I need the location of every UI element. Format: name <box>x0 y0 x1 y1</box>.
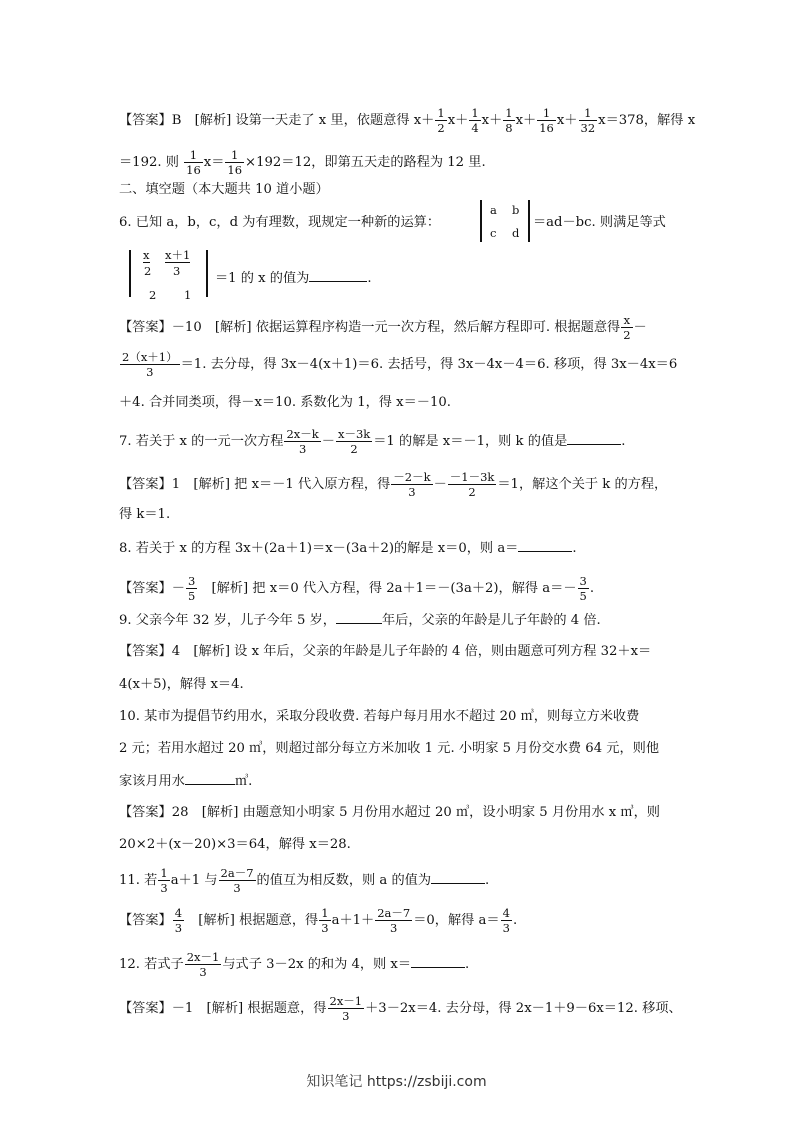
answer-6-line-3: ＋4. 合并同类项，得－x＝10. 系数化为 1，得 x＝－10. <box>119 395 451 410</box>
text: 11. 若 <box>119 873 158 888</box>
den: 16 <box>186 163 201 177</box>
answer-8 <box>119 574 674 603</box>
text: a＋1＋ <box>331 913 375 928</box>
answer-10-line-2: 20×2＋(x－20)×3＝64，解得 x＝28. <box>119 837 351 852</box>
den: 16 <box>539 121 554 135</box>
num: 3 <box>579 574 587 588</box>
fraction <box>336 427 372 456</box>
den: 3 <box>342 1009 350 1023</box>
text: ＝1 的解是 x＝－1，则 k 的值是 <box>373 434 568 449</box>
question-6-text: 6. 已知 a，b，c，d 为有理数，现规定一种新的运算： <box>119 215 441 230</box>
fraction <box>319 906 330 935</box>
answer-6-line-2 <box>119 350 678 379</box>
fraction <box>579 106 598 135</box>
text: ＝192. 则 <box>119 155 184 170</box>
answer-9-line-2: 4(x＋5)，解得 x＝4. <box>119 677 244 692</box>
question-10-line-1: 10. 某市为提倡节约用水，采取分段收费. 若每户每月用水不超过 20 ㎥，则每立方米收费 <box>119 709 640 724</box>
matrix-x1: x＋1 <box>165 248 191 262</box>
num: 4 <box>502 906 510 920</box>
text: 年后，父亲的年龄是儿子年龄的 4 倍. <box>381 613 601 628</box>
fraction <box>173 906 184 935</box>
num: 1 <box>321 906 329 920</box>
section-heading: 二、填空题（本大题共 10 道小题） <box>119 182 329 197</box>
text: x＝378，解得 x <box>598 113 696 128</box>
text: 【答案】－1 [解析] 根据题意，得 <box>119 1001 327 1016</box>
answer-blank[interactable] <box>518 538 572 552</box>
question-10-line-2: 2 元；若用水超过 20 ㎥，则超过部分每立方米加收 1 元. 小明家 5 月份交水费 64 元，则他 <box>119 741 660 756</box>
den: 2 <box>468 485 476 499</box>
den: 3 <box>321 921 329 935</box>
text: 【答案】1 [解析] 把 x＝－1 代入原方程，得 <box>119 477 391 492</box>
text: [解析] 根据题意，得 <box>185 913 319 928</box>
text: . <box>589 581 595 596</box>
fraction <box>219 866 256 895</box>
answer-11 <box>119 906 674 935</box>
text: x＝ <box>203 155 225 170</box>
text: . <box>621 434 626 449</box>
fraction <box>578 574 589 603</box>
fraction <box>469 106 480 135</box>
fraction <box>448 470 497 499</box>
answer-12 <box>119 994 682 1023</box>
text: 【答案】 <box>119 913 172 928</box>
answer-9-line-1: 【答案】4 [解析] 设 x 年后，父亲的年龄是儿子年龄的 4 倍，则由题意可列方程 32＋x＝ <box>119 644 652 659</box>
num: 2（x＋1） <box>122 350 178 364</box>
fraction <box>503 106 514 135</box>
matrix-a: a <box>490 203 497 217</box>
text: 7. 若关于 x 的一元一次方程 <box>119 434 284 449</box>
den: 3 <box>502 921 510 935</box>
den: 32 <box>580 121 596 135</box>
fraction <box>120 350 180 379</box>
text: ×192＝12，即第五天走的路程为 12 里. <box>245 155 486 170</box>
num: 1 <box>184 148 203 163</box>
answer-blank[interactable] <box>567 431 621 445</box>
fraction <box>375 906 412 935</box>
question-9 <box>119 610 674 631</box>
fraction <box>284 427 320 456</box>
answer-blank[interactable] <box>411 954 465 968</box>
text: ＝1. 去分母，得 3x－4(x＋1)＝6. 去括号，得 3x－4x－4＝6. 移项，得 3x－4x＝6 <box>180 357 678 372</box>
text: 8. 若关于 x 的方程 3x＋(2a＋1)＝x－(3a＋2)的解是 x＝0，则 a＝ <box>119 541 519 556</box>
fraction <box>621 313 632 342</box>
fraction <box>158 866 169 895</box>
den: 3 <box>298 442 307 456</box>
text: . <box>485 873 490 888</box>
question-10-line-3 <box>119 771 674 792</box>
text: ㎥. <box>234 774 253 789</box>
text: 9. 父亲今年 32 岁，儿子今年 5 岁， <box>119 613 336 628</box>
den: 3 <box>174 921 183 935</box>
answer-blank[interactable] <box>185 771 235 785</box>
answer-blank[interactable] <box>431 870 485 884</box>
fraction <box>184 148 203 177</box>
answer-blank[interactable] <box>309 268 367 282</box>
text: ＝0，解得 a＝ <box>413 913 500 928</box>
fraction <box>185 950 222 979</box>
num: －2－k <box>393 470 431 484</box>
num: 1 <box>225 148 244 163</box>
num: x－3k <box>337 427 371 441</box>
text: ＝1，解这个关于 k 的方程， <box>497 477 668 492</box>
matrix-1: 1 <box>184 288 192 302</box>
num: 2x－k <box>286 427 319 441</box>
num: 1 <box>437 106 445 120</box>
den: 3 <box>408 485 416 499</box>
text: 12. 若式子 <box>119 957 184 972</box>
text: a＋1 与 <box>170 873 218 888</box>
matrix-x1-den: 3 <box>173 264 181 278</box>
matrix-d: d <box>512 226 520 240</box>
den: 3 <box>146 365 154 379</box>
text: [解析] 把 x＝0 代入方程，得 2a＋1＝－(3a＋2)，解得 a＝－ <box>198 581 577 596</box>
num: 3 <box>187 574 196 588</box>
answer-6-line-1 <box>119 313 674 342</box>
num: 2a－7 <box>377 906 411 920</box>
question-12 <box>119 950 674 979</box>
question-6-text-2: ＝ad－bc. 则满足等式 <box>533 215 666 230</box>
den: 3 <box>233 881 241 895</box>
fraction <box>537 106 556 135</box>
matrix-x-den: 2 <box>144 264 152 278</box>
text: . <box>572 541 577 556</box>
den: 3 <box>199 965 207 979</box>
fraction <box>435 106 446 135</box>
footer-watermark: 知识笔记 https://zsbiji.com <box>306 1074 487 1090</box>
answer-blank[interactable] <box>336 610 382 624</box>
num: 2x－1 <box>329 994 363 1008</box>
text: . <box>465 957 470 972</box>
matrix-b: b <box>512 203 520 217</box>
question-7 <box>119 427 674 456</box>
den: 16 <box>227 163 243 177</box>
fraction <box>501 906 512 935</box>
text: 【答案】－10 [解析] 依据运算程序构造一元一次方程，然后解方程即可. 根据题意得 <box>119 320 621 335</box>
fraction <box>391 470 432 499</box>
fraction <box>186 574 197 603</box>
answer-5-line-2 <box>119 148 674 177</box>
answer-10-line-1: 【答案】28 [解析] 由题意知小明家 5 月份用水超过 20 ㎥，设小明家 5 月份用水 x ㎥，则 <box>119 805 660 820</box>
text: 家该月用水 <box>119 774 185 789</box>
text: . <box>512 913 518 928</box>
text: 【答案】B [解析] 设第一天走了 x 里，依题意得 x＋ <box>119 113 435 128</box>
num: 2a－7 <box>220 866 254 880</box>
den: 2 <box>437 121 445 135</box>
answer-7-line-2: 得 k＝1. <box>119 507 171 522</box>
den: 2 <box>350 442 358 456</box>
text: 与式子 3－2x 的和为 4，则 x＝ <box>222 957 412 972</box>
answer-5-line-1: 【答案】B [解析] 设第一天走了 x 里，依题意得 x＋ $\frac{1}{2}$ x＋ $\frac{1}{4}$ x＋ $\frac{1}{8}$ x＋ $\frac{1}{16}$ x＋ $\frac{1}{32}$ x＝378，解得 x <box>119 106 696 135</box>
num: 1 <box>579 106 598 121</box>
num: 4 <box>174 906 183 920</box>
num: 1 <box>505 106 513 120</box>
question-6-line-2 <box>215 268 372 289</box>
den: 3 <box>390 921 398 935</box>
num: 2x－1 <box>186 950 220 964</box>
matrix-c: c <box>490 226 497 240</box>
question-8 <box>119 538 674 559</box>
den: 4 <box>471 121 479 135</box>
num: －1－3k <box>449 470 495 484</box>
answer-7-line-1 <box>119 470 674 499</box>
num: 1 <box>160 866 168 880</box>
num: x <box>621 313 632 328</box>
text: . <box>367 271 372 286</box>
matrix-x: x <box>143 248 150 262</box>
fraction <box>225 148 244 177</box>
determinant-matrix <box>480 200 530 242</box>
text: ＋3－2x＝4. 去分母，得 2x－1＋9－6x＝12. 移项、 <box>365 1001 682 1016</box>
num: 1 <box>471 106 479 120</box>
text: － <box>433 477 447 492</box>
text: － <box>633 320 647 335</box>
text: 【答案】－ <box>119 581 185 596</box>
den: 5 <box>187 589 196 603</box>
den: 8 <box>505 121 513 135</box>
fraction <box>328 994 365 1023</box>
text: ＝1 的 x 的值为 <box>215 271 310 286</box>
num: 1 <box>537 106 556 121</box>
den: 5 <box>579 589 587 603</box>
question-11 <box>119 866 674 895</box>
den: 3 <box>160 881 168 895</box>
matrix-2: 2 <box>149 288 157 302</box>
den: 2 <box>623 328 631 342</box>
text: － <box>321 434 335 449</box>
text: 的值互为相反数，则 a 的值为 <box>256 873 432 888</box>
